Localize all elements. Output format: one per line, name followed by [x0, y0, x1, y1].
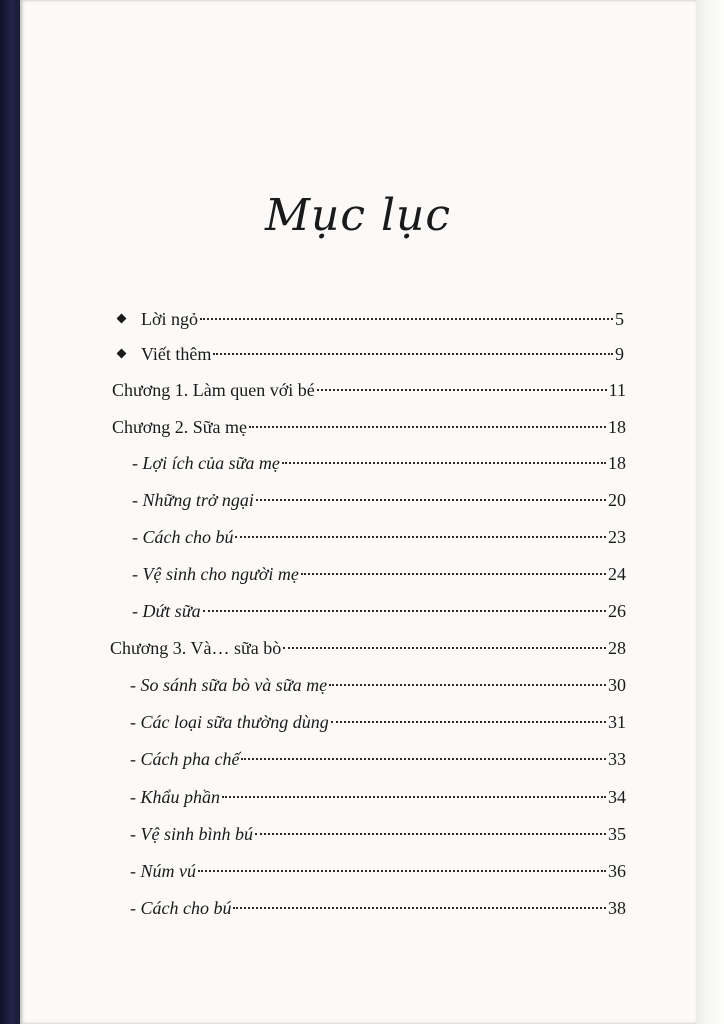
toc-entry-page: 23 [608, 527, 626, 547]
toc-entry-label: - So sánh sữa bò và sữa mẹ [130, 675, 328, 695]
toc-entry-page: 18 [608, 417, 626, 437]
toc-entry-label: - Cách pha chế [130, 749, 240, 769]
toc-entry-label: - Khẩu phần [130, 787, 220, 807]
leader-dots [256, 499, 606, 501]
diamond-bullet-icon [117, 349, 127, 359]
toc-entry-page: 24 [608, 564, 626, 584]
toc-entry-page: 33 [608, 749, 626, 769]
toc-entry-page: 38 [608, 898, 626, 918]
toc-subentry[interactable] [130, 748, 626, 770]
toc-entry-page: 30 [608, 675, 626, 695]
toc-entry[interactable] [112, 416, 626, 438]
toc-subentry[interactable] [132, 600, 626, 622]
leader-dots [331, 721, 606, 723]
toc-entry-page: 26 [608, 601, 626, 621]
toc-entry[interactable] [118, 343, 624, 365]
toc-entry[interactable] [118, 308, 624, 330]
toc-entry-label: Chương 2. Sữa mẹ [112, 417, 248, 437]
leader-dots [198, 870, 606, 872]
toc-subentry[interactable] [132, 489, 626, 511]
toc-subentry[interactable] [130, 711, 626, 733]
leader-dots [283, 647, 606, 649]
toc-entry-label: Chương 3. Và… sữa bò [110, 638, 282, 658]
page-edge [696, 0, 724, 1024]
leader-dots [255, 833, 606, 835]
leader-dots [317, 389, 607, 391]
leader-dots [282, 462, 606, 464]
toc-entry-label: - Các loại sữa thường dùng [130, 712, 329, 732]
toc-entry-label: Chương 1. Làm quen với bé [112, 380, 315, 400]
toc-entry-page: 18 [608, 453, 626, 473]
leader-dots [301, 573, 606, 575]
toc-entry-label: - Vệ sinh bình bú [130, 824, 253, 844]
toc-list [20, 0, 696, 1024]
toc-entry-label: - Dứt sữa [132, 601, 201, 621]
toc-subentry[interactable] [130, 674, 626, 696]
toc-subentry[interactable] [130, 823, 626, 845]
toc-entry-page: 31 [608, 712, 626, 732]
toc-page [20, 0, 696, 1024]
leader-dots [329, 684, 606, 686]
toc-entry-page: 36 [608, 861, 626, 881]
leader-dots [235, 536, 606, 538]
leader-dots [233, 907, 606, 909]
toc-entry-label: Lời ngỏ [141, 309, 199, 329]
page-title: Mục lục [264, 190, 452, 241]
toc-subentry[interactable] [132, 452, 626, 474]
leader-dots [249, 426, 606, 428]
book-spine [0, 0, 20, 1024]
toc-entry[interactable] [110, 637, 626, 659]
toc-subentry[interactable] [130, 897, 626, 919]
toc-entry-page: 5 [615, 309, 624, 329]
toc-entry-page: 11 [608, 380, 626, 400]
toc-entry-page: 20 [608, 490, 626, 510]
toc-subentry[interactable] [130, 786, 626, 808]
toc-entry[interactable] [112, 379, 626, 401]
toc-subentry[interactable] [132, 563, 626, 585]
toc-entry-page: 28 [608, 638, 626, 658]
leader-dots [203, 610, 606, 612]
leader-dots [213, 353, 613, 355]
toc-entry-page: 9 [615, 344, 624, 364]
toc-entry-label: - Núm vú [130, 861, 196, 881]
toc-entry-label: - Cách cho bú [132, 527, 234, 547]
leader-dots [222, 796, 606, 798]
leader-dots [241, 758, 606, 760]
toc-entry-label: - Cách cho bú [130, 898, 232, 918]
leader-dots [200, 318, 613, 320]
toc-entry-page: 34 [608, 787, 626, 807]
toc-entry-page: 35 [608, 824, 626, 844]
toc-subentry[interactable] [130, 860, 626, 882]
toc-entry-label: - Những trở ngại [132, 490, 254, 510]
toc-entry-label: - Lợi ích của sữa mẹ [132, 453, 280, 473]
toc-entry-label: Viết thêm [141, 344, 212, 364]
toc-subentry[interactable] [132, 526, 626, 548]
diamond-bullet-icon [117, 314, 127, 324]
toc-entry-label: - Vệ sinh cho người mẹ [132, 564, 299, 584]
